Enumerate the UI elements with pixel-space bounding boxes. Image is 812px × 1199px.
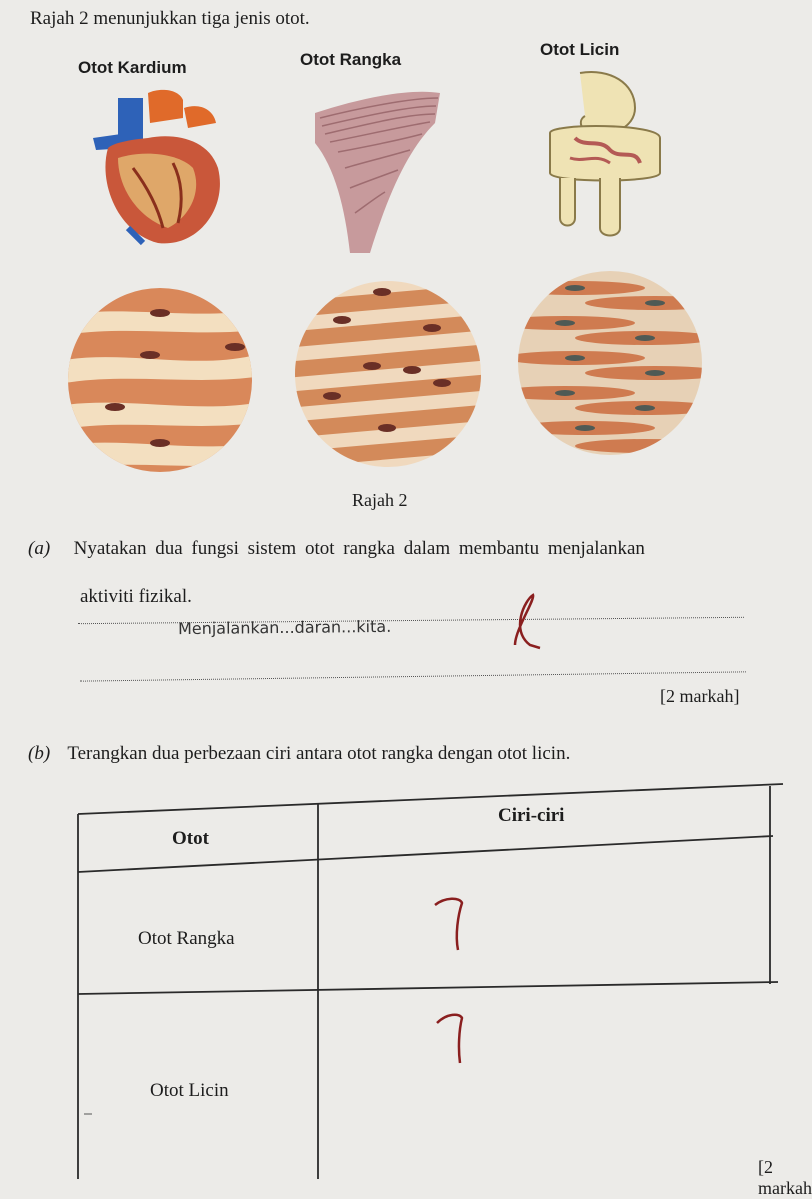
handwritten-mark-icon [505,590,545,650]
skeletal-tissue-micrograph [292,278,484,470]
red-mark-icon [430,895,470,955]
marks-b: [2 markah [758,1157,812,1198]
marks-a: [2 markah] [660,686,740,706]
question-b-number: (b) [28,743,51,764]
smooth-tissue-micrograph [515,268,705,458]
answer-line-2 [80,671,746,681]
smooth-muscle-organ-illustration [540,68,670,238]
red-mark-icon [432,1008,472,1068]
label-smooth-muscle: Otot Licin [540,40,620,59]
question-a-text: Nyatakan dua fungsi sistem otot rangka dalam membantu menjalankan [73,538,645,559]
handwritten-answer: Menjalankan...daran...kita. [177,616,392,639]
table-header-otot: Otot [172,828,209,849]
question-b [28,743,570,765]
skeletal-muscle-illustration [310,88,450,258]
table-row-otot-licin: Otot Licin [150,1080,229,1101]
table-header-ciri-ciri: Ciri-ciri [498,805,565,826]
cardiac-tissue-micrograph [65,285,255,475]
question-a-number: (a) [28,538,51,559]
table-row-otot-rangka: Otot Rangka [138,928,235,949]
figure-caption: Rajah 2 [352,490,408,510]
question-a-line1 [28,536,768,562]
intro-text: Rajah 2 menunjukkan tiga jenis otot. [30,8,310,29]
question-b-text: Terangkan dua perbezaan ciri antara otot rangka dengan otot licin. [67,743,571,764]
label-skeletal-muscle: Otot Rangka [300,50,402,69]
label-cardiac-muscle: Otot Kardium [78,58,187,77]
heart-illustration [88,88,238,248]
question-a-line2: aktiviti fizikal. [80,586,192,607]
